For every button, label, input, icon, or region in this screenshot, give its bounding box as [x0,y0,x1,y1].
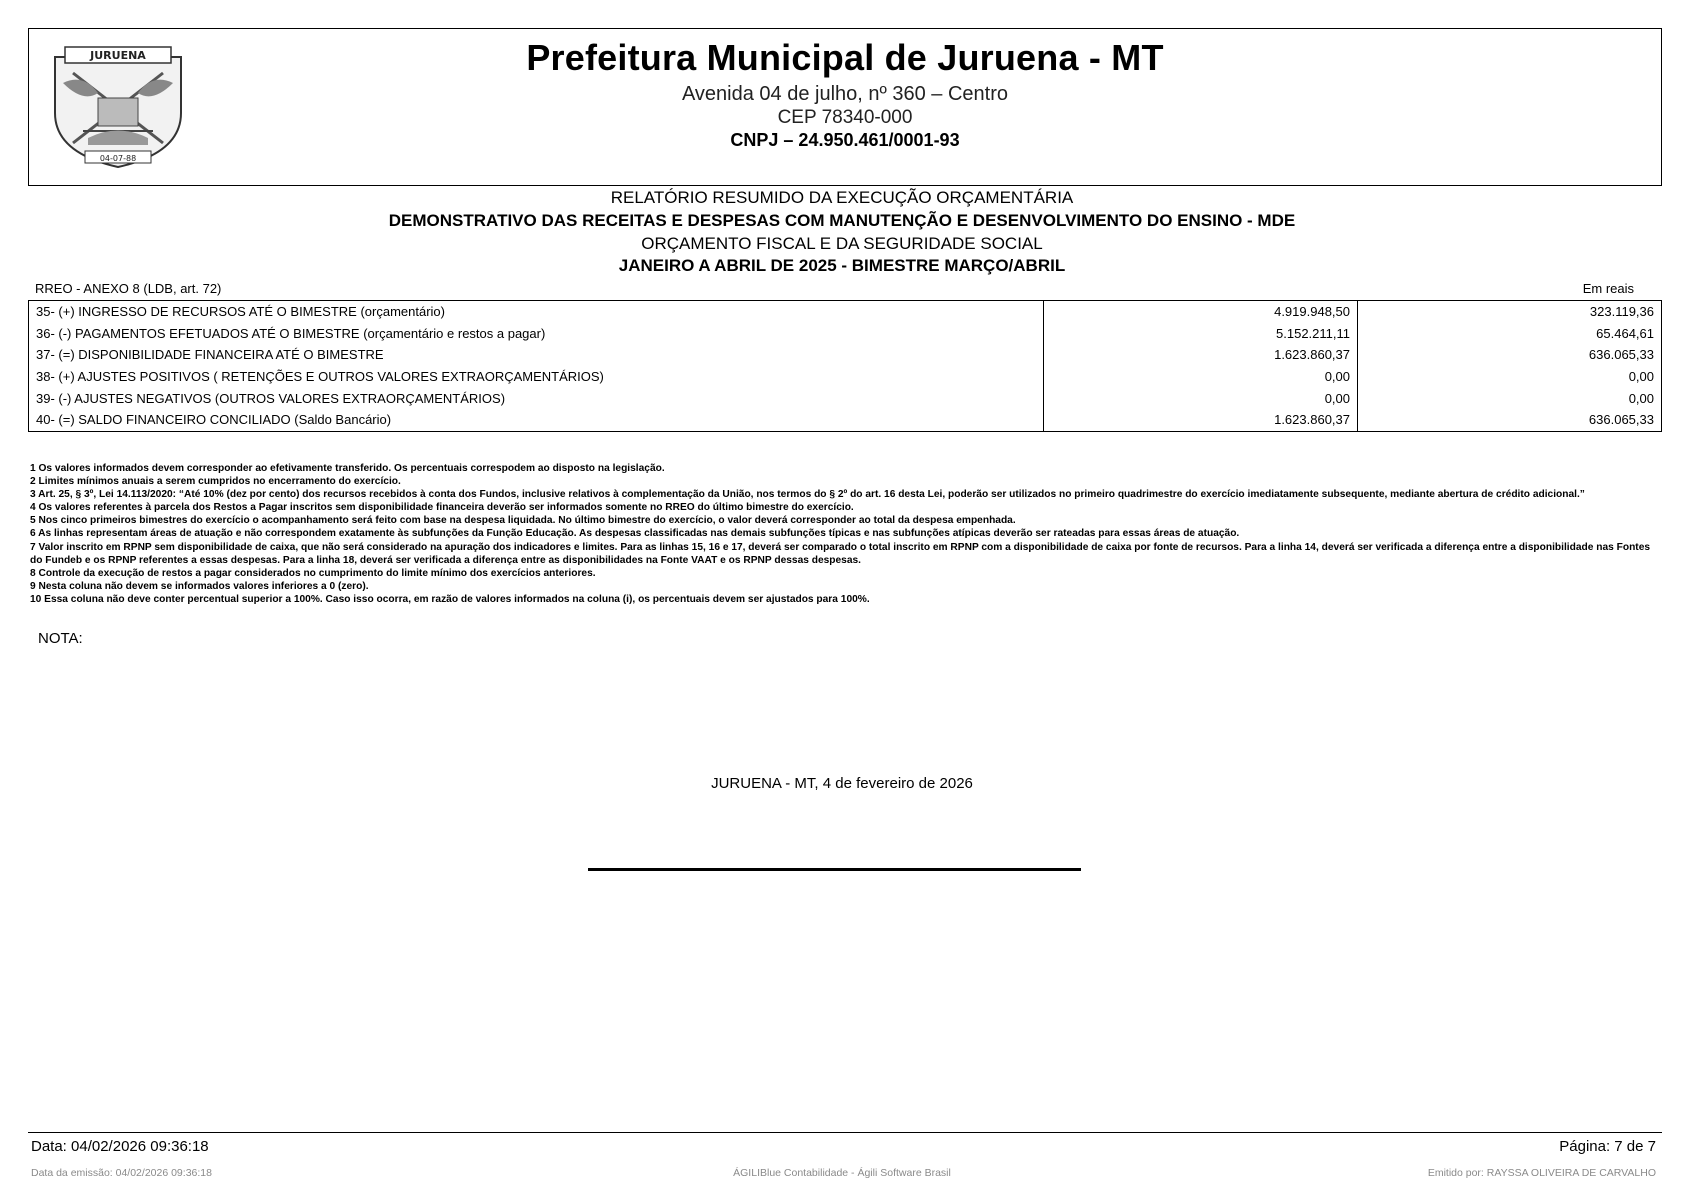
organization-title: Prefeitura Municipal de Juruena - MT [526,37,1164,78]
row-value-primary: 1.623.860,37 [1044,344,1358,366]
organization-cnpj: CNPJ – 24.950.461/0001-93 [730,130,960,150]
table-row [29,409,1662,431]
footnote: 5 Nos cinco primeiros bimestres do exercício o acompanhamento será feito com base na despesa liquidada. No último bimestre do exercício, o valor deverá corresponder ao total da despesa empenhada. [30,515,1016,527]
footer-date: Data: 04/02/2026 09:36:18 [31,1138,209,1155]
footnote: 10 Essa coluna não deve conter percentual superior a 100%. Caso isso ocorra, em razão de valores informados na coluna (i), os percentuais devem ser ajustados para 100%. [30,593,870,605]
table-row [29,366,1662,388]
row-value-secondary: 636.065,33 [1358,409,1662,431]
row-description: 36- (-) PAGAMENTOS EFETUADOS ATÉ O BIMESTRE (orçamentário e restos a pagar) [29,323,1044,345]
report-title: RELATÓRIO RESUMIDO DA EXECUÇÃO ORÇAMENTÁRIA [610,188,1074,207]
footnote: 7 Valor inscrito em RPNP sem disponibilidade de caixa, que não será considerado na apuração dos indicadores e limites. Para as linhas 15, 16 e 17, deverá ser comparado o total inscrito em RPNP com a disponibilidade de caixa por fonte de recursos. Para a linha 14, deverá ser verificada a diferença entre a disponibilidade nas Fontes do Fundeb e os RPNP referentes a essas despesas. Para a linha 18, deverá ser verificada a diferença entre as disponibilidades na Fonte VAAT e os RPNP dessas despesas. [30,541,1651,566]
financial-availability-table [28,300,1662,432]
report-period: JANEIRO A ABRIL DE 2025 - BIMESTRE MARÇO/ABRIL [618,256,1066,275]
nota-label: NOTA: [38,630,83,647]
report-subtitle: DEMONSTRATIVO DAS RECEITAS E DESPESAS COM MANUTENÇÃO E DESENVOLVIMENTO DO ENSINO - MDE [388,211,1296,230]
row-description: 38- (+) AJUSTES POSITIVOS ( RETENÇÕES E OUTROS VALORES EXTRAORÇAMENTÁRIOS) [29,366,1044,388]
footnote: 6 As linhas representam áreas de atuação e não correspondem exatamente às subfunções da Função Educação. As despesas classificadas nas demais subfunções típicas e nas subfunções atípicas deverão ser rateadas para essas áreas de atuação. [30,528,1240,540]
report-budget-scope: ORÇAMENTO FISCAL E DA SEGURIDADE SOCIAL [641,234,1043,253]
row-value-primary: 5.152.211,11 [1044,323,1358,345]
table-row [29,301,1662,323]
page-number: Página: 7 de 7 [1559,1138,1656,1155]
footnote: 1 Os valores informados devem corresponder ao efetivamente transferido. Os percentuais correspodem ao disposto na legislação. [30,463,665,474]
footnote: 9 Nesta coluna não devem se informados valores inferiores a 0 (zero). [30,580,369,592]
row-description: 40- (=) SALDO FINANCEIRO CONCILIADO (Saldo Bancário) [29,409,1044,431]
row-value-primary: 0,00 [1044,387,1358,409]
row-value-primary: 1.623.860,37 [1044,409,1358,431]
footnote: 8 Controle da execução de restos a pagar considerados no cumprimento do limite mínimo dos exercícios anteriores. [30,567,596,579]
row-description: 39- (-) AJUSTES NEGATIVOS (OUTROS VALORES EXTRAORÇAMENTÁRIOS) [29,387,1044,409]
issued-by: Emitido por: RAYSSA OLIVEIRA DE CARVALHO [1427,1167,1656,1179]
row-description: 37- (=) DISPONIBILIDADE FINANCEIRA ATÉ O BIMESTRE [29,344,1044,366]
row-value-secondary: 65.464,61 [1358,323,1662,345]
row-value-primary: 0,00 [1044,366,1358,388]
signature-line [588,868,1081,871]
emission-date: Data da emissão: 04/02/2026 09:36:18 [31,1167,212,1179]
row-value-secondary: 636.065,33 [1358,344,1662,366]
footnote: 3 Art. 25, § 3º, Lei 14.113/2020: “Até 10% (dez por cento) dos recursos recebidos à conta dos Fundos, inclusive relativos à complementação da União, nos termos do § 2º do art. 16 desta Lei, poderão ser utilizados no primeiro quadrimestre do exercício imediatamente subsequente, mediante abertura de crédito adicional.” [30,489,1585,501]
table-row [29,387,1662,409]
footer-divider [28,1132,1662,1133]
footnote: 2 Limites mínimos anuais a serem cumpridos no encerramento do exercício. [30,476,401,488]
svg-text:04-07-88: 04-07-88 [99,154,137,163]
currency-unit: Em reais [1582,281,1634,296]
table-row [29,323,1662,345]
row-value-secondary: 323.119,36 [1358,301,1662,323]
software-credit: ÁGILIBlue Contabilidade - Ágili Software Brasil [733,1167,951,1179]
footnotes [30,462,1660,606]
row-value-secondary: 0,00 [1358,387,1662,409]
svg-text:JURUENA: JURUENA [90,49,146,62]
place-and-date: JURUENA - MT, 4 de fevereiro de 2026 [711,775,973,792]
row-value-secondary: 0,00 [1358,366,1662,388]
organization-cep: CEP 78340-000 [777,107,913,128]
row-value-primary: 4.919.948,50 [1044,301,1358,323]
footnote: 4 Os valores referentes à parcela dos Restos a Pagar inscritos sem disponibilidade financeira deverão ser informados somente no RREO do último bimestre do exercício. [30,502,854,514]
table-row [29,344,1662,366]
annex-reference: RREO - ANEXO 8 (LDB, art. 72) [35,281,222,296]
letterhead [28,28,1662,186]
row-description: 35- (+) INGRESSO DE RECURSOS ATÉ O BIMESTRE (orçamentário) [29,301,1044,323]
organization-address: Avenida 04 de julho, nº 360 – Centro [681,83,1009,105]
